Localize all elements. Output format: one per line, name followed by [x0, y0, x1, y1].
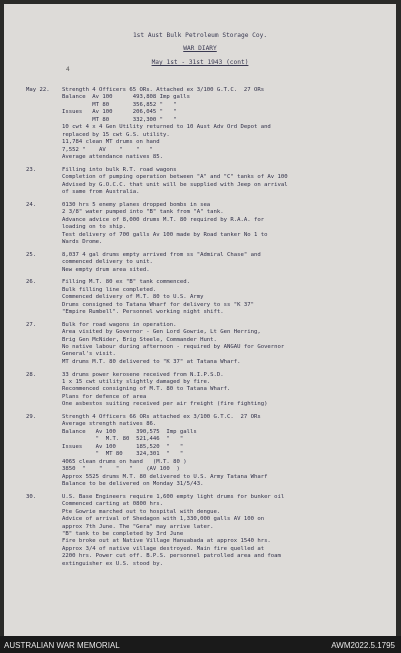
- entry-line: MT 80 332,300 " ": [62, 116, 177, 123]
- entry-line: Commenced carting at 0800 hrs.: [62, 501, 164, 508]
- footer-credit: AUSTRALIAN WAR MEMORIAL: [4, 641, 120, 650]
- diary-entry: [26, 372, 392, 409]
- entry-text: [62, 372, 392, 409]
- entry-line: Issues Av 100 206,045 " ": [62, 109, 177, 116]
- entry-line: Bulk filling line completed.: [62, 286, 157, 293]
- footer-bar: [0, 636, 401, 653]
- entry-line: Balance to be delivered on Monday 31/5/43.: [62, 481, 204, 488]
- entry-date: 23.: [26, 166, 37, 173]
- entry-date: 29.: [26, 413, 37, 420]
- entry-line: Pte Gowrie marched out to hospital with dengue.: [62, 508, 221, 515]
- entry-line: replaced by 15 cwt G.S. utility.: [62, 131, 170, 138]
- entry-line: Fire broke out at Native Village Hanuabada at approx 1540 hrs.: [62, 538, 271, 545]
- entry-line: Bulk for road wagons in operation.: [62, 321, 177, 328]
- entry-text: [62, 167, 392, 197]
- page-title: WAR DIARY: [183, 45, 217, 52]
- entry-line: Filling M.T. 80 ex "B" tank commenced.: [62, 279, 190, 286]
- entry-line: Average strength natives 86.: [62, 421, 157, 428]
- entry-line: commenced delivery to unit.: [62, 259, 153, 266]
- entry-date: 26.: [26, 279, 37, 286]
- entry-line: Commenced delivery of M.T. 80 to U.S. Army: [62, 294, 204, 301]
- entry-line: Wards Drome.: [62, 238, 103, 245]
- entry-text: [62, 252, 392, 274]
- entry-line: Plans for defence of area: [62, 393, 150, 400]
- entry-line: Balance Av 100 493,808 Imp galls: [62, 94, 190, 101]
- entry-line: approx 7th June. The "Gera" may arrive later.: [62, 523, 214, 530]
- entry-text: [62, 87, 392, 162]
- diary-entry: [26, 322, 392, 367]
- entry-line: " M.T. 80 521,446 " ": [62, 436, 184, 443]
- entry-line: 3850 " " " " (AV 100 ): [62, 466, 180, 473]
- entry-text: [62, 414, 392, 489]
- entry-date: 30.: [26, 493, 37, 500]
- entry-line: Completion of pumping operation between "A" and "C" tanks of Av 100: [62, 174, 288, 181]
- entry-date: May 22.: [26, 87, 50, 93]
- entry-line: 2200 hrs. Power cut off. B.P.S. personnel patrolled area and foam: [62, 553, 281, 560]
- page-mark: 4: [66, 66, 70, 73]
- entry-line: 4065 clean drums on hand (M.T. 80 ): [62, 458, 187, 465]
- entry-line: Advice of arrival of Shedagon with 1,330,000 galls AV 100 on: [62, 516, 265, 523]
- entry-line: MT drums M.T. 80 delivered to "K 37" at Tatana Wharf.: [62, 358, 241, 365]
- entry-line: One asbestos suiting received per air freight (fire fighting): [62, 401, 268, 408]
- entry-date: 27.: [26, 321, 37, 328]
- entry-line: Approx 5525 drums M.T. 80 delivered to U.S. Army Tatana Wharf: [62, 473, 268, 480]
- footer-reference: AWM2022.5.1795: [331, 641, 395, 650]
- entry-line: Test delivery of 700 galls Av 100 made by Road tanker No 1 to: [62, 231, 268, 238]
- diary-entry: [26, 167, 392, 197]
- entry-line: General's visit.: [62, 351, 116, 358]
- diary-entry: [26, 87, 392, 162]
- entry-line: Strength 4 Officers 66 ORs attached ex 3/100 G.T.C. 27 ORs: [62, 413, 261, 420]
- entry-line: Drums consigned to Tatana Wharf for delivery to ss "K 37": [62, 301, 254, 308]
- entry-text: [62, 279, 392, 316]
- entry-line: "B" tank to be completed by 3rd June: [62, 530, 184, 537]
- entry-line: Advised by G.O.C.C. that unit will be supplied with Jeep on arrival: [62, 181, 288, 188]
- entry-line: Balance Av 100 390,575 Imp galls: [62, 428, 197, 435]
- entry-line: 10 cwt 4 x 4 Gen Utility returned to 10 Aust Adv Ord Depot and: [62, 124, 271, 131]
- entry-line: New empty drum area sited.: [62, 266, 150, 273]
- entry-line: Average attendance natives 85.: [62, 154, 164, 161]
- entry-text: [62, 322, 392, 367]
- entry-line: Filling into bulk R.T. road wagons: [62, 166, 177, 173]
- entry-line: Strength 4 Officers 65 ORs. Attached ex 3/100 G.T.C. 27 ORs: [62, 87, 265, 93]
- entry-line: No native labour during afternoon - required by ANGAU for Governor: [62, 343, 285, 350]
- entry-line: Area visited by Governor - Gen Lord Gowrie, Lt Gen Herring,: [62, 329, 261, 336]
- entry-line: loading on to ship.: [62, 224, 126, 231]
- entry-line: Advance advice of 8,000 drums M.T. 80 required by R.A.A. for: [62, 216, 265, 223]
- entry-line: 2 3/8" water pumped into "B" tank from "A" tank.: [62, 209, 224, 216]
- entry-text: [62, 494, 392, 569]
- entry-line: extinguisher ex U.S. stood by.: [62, 560, 164, 567]
- unit-heading: 1st Aust Bulk Petroleum Storage Coy.: [132, 32, 268, 39]
- entry-line: "Empire Rumbell". Personnel working night shift.: [62, 308, 224, 315]
- diary-entry: [26, 494, 392, 569]
- entry-line: 11,784 clean MT drums on hand: [62, 139, 160, 146]
- period-heading: May 1st - 31st 1943 (cont): [151, 59, 249, 66]
- entry-line: Approx 3/4 of native village destroyed. Main fire quelled at: [62, 545, 265, 552]
- entry-date: 25.: [26, 251, 37, 258]
- diary-entry: [26, 279, 392, 316]
- diary-entry: [26, 414, 392, 489]
- entry-date: 28.: [26, 371, 37, 378]
- diary-entry: [26, 202, 392, 247]
- entry-line: 1 x 15 cwt utility slightly damaged by fire.: [62, 378, 211, 385]
- entry-line: 7,552 " AV " " ": [62, 146, 153, 153]
- entry-line: Recommenced consigning of M.T. 80 to Tatana Wharf.: [62, 386, 231, 393]
- entry-line: U.S. Base Engineers require 1,600 empty light drums for bunker oil: [62, 493, 285, 500]
- entry-date: 24.: [26, 201, 37, 208]
- entry-line: 33 drums power kerosene received from N.I.P.S.D.: [62, 371, 224, 378]
- entry-text: [62, 202, 392, 247]
- entry-line: " MT 80 324,301 " ": [62, 451, 184, 458]
- diary-entry: [26, 252, 392, 274]
- entry-line: Issues Av 100 185,520 " ": [62, 443, 184, 450]
- entry-line: of same from Australia.: [62, 189, 140, 196]
- entry-line: 8,037 4 gal drums empty arrived from ss "Admiral Chase" and: [62, 251, 261, 258]
- diary-entries: [26, 87, 392, 573]
- entry-line: Brig Gen McNider, Brig Steele, Commander Hunt.: [62, 336, 217, 343]
- entry-line: 0130 hrs 5 enemy planes dropped bombs in sea: [62, 201, 211, 208]
- diary-page: [4, 4, 396, 636]
- entry-line: MT 80 356,852 " ": [62, 101, 177, 108]
